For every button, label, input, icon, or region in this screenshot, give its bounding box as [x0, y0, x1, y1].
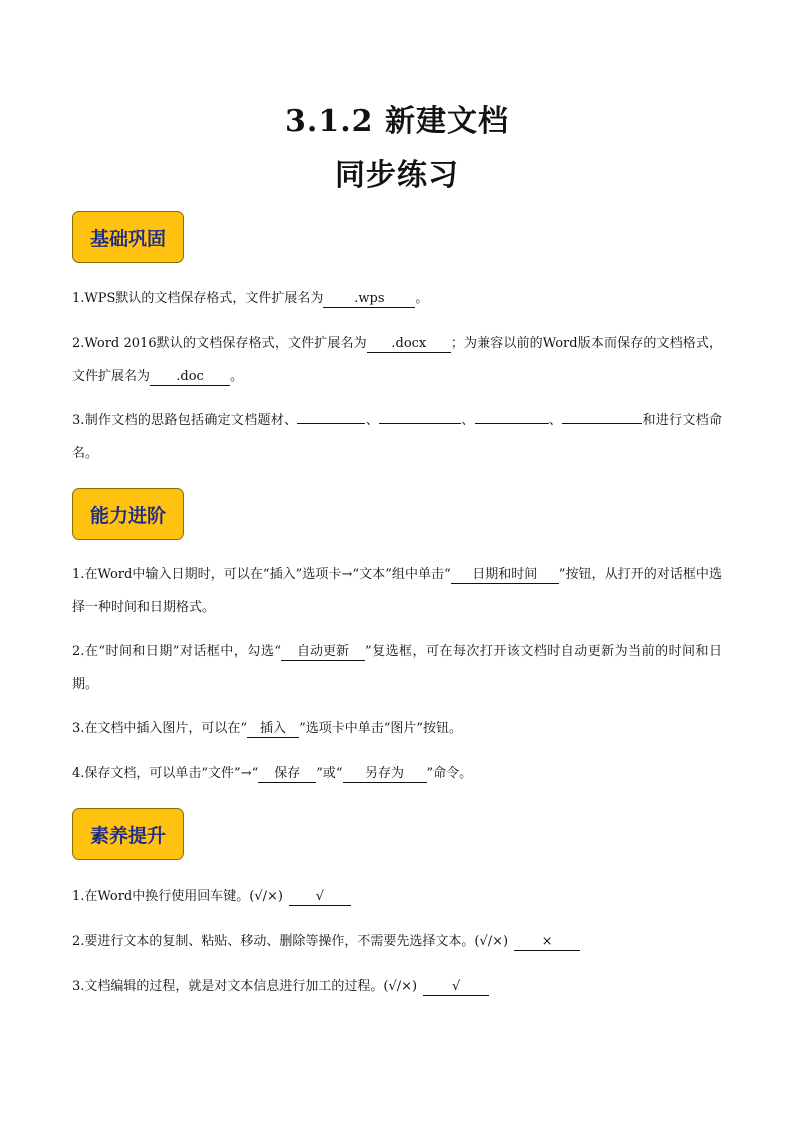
answer-blank: .wps	[323, 291, 415, 308]
answer-blank: .docx	[367, 336, 451, 353]
answer-blank: 自动更新	[281, 644, 365, 661]
question-text: 2.要进行文本的复制、粘贴、移动、删除等操作，不需要先选择文本。(√/×)	[72, 934, 509, 949]
question-literacy-3	[72, 970, 722, 1003]
question-text: ”或“	[316, 766, 343, 781]
answer-blank: 插入	[247, 721, 299, 738]
answer-blank: .doc	[150, 369, 230, 386]
answer-blank: 日期和时间	[451, 567, 559, 584]
question-basic-3	[72, 404, 722, 470]
answer-blank: √	[423, 979, 489, 996]
question-text: 1.在Word中输入日期时，可以在“插入”选项卡→“文本”组中单击“	[72, 567, 451, 582]
answer-blank: √	[289, 889, 351, 906]
question-literacy-1	[72, 880, 722, 913]
question-text: ”复选框，可在每次打开该文档时自动更新为当前的时间和日期。	[72, 644, 722, 692]
answer-blank: 保存	[258, 766, 316, 783]
question-text: 、	[548, 413, 563, 428]
question-text: 3.制作文档的思路包括确定文档题材、	[72, 413, 298, 428]
question-text: ”选项卡中单击“图片”按钮。	[299, 721, 463, 736]
question-text: ”命令。	[426, 766, 473, 781]
question-text: 。	[230, 369, 244, 384]
section-badge-literacy: 素养提升	[72, 808, 184, 860]
answer-blank	[562, 423, 642, 424]
question-text: 、	[461, 413, 475, 428]
answer-blank	[475, 423, 549, 424]
document-title: 3.1.2 新建文档	[285, 104, 509, 139]
question-text: 1.在Word中换行使用回车键。(√/×)	[72, 889, 283, 904]
question-text: 2.在“时间和日期”对话框中，勾选“	[72, 644, 281, 659]
question-text: 1.WPS默认的文档保存格式，文件扩展名为	[72, 291, 324, 306]
section-badge-advanced: 能力进阶	[72, 488, 184, 540]
question-text: 4.保存文档，可以单击“文件”→“	[72, 766, 259, 781]
answer-blank: 另存为	[343, 766, 427, 783]
answer-blank	[379, 423, 461, 424]
question-advanced-4	[72, 757, 722, 790]
question-basic-1	[72, 282, 722, 315]
question-text: 。	[415, 291, 429, 306]
answer-blank	[297, 423, 365, 424]
document-subtitle: 同步练习	[335, 158, 459, 193]
question-advanced-1	[72, 558, 722, 624]
section-badge-basic: 基础巩固	[72, 211, 184, 263]
question-advanced-3	[72, 712, 722, 745]
question-text: ；为兼容以前的Word版本而保存的文档格式，文件扩展名为	[72, 336, 722, 384]
question-text: ”按钮，从打开的对话框中选择一种时间和日期格式。	[72, 567, 722, 615]
question-basic-2	[72, 327, 722, 393]
question-text: 2.Word 2016默认的文档保存格式，文件扩展名为	[72, 336, 367, 351]
question-text: 、	[365, 413, 379, 428]
answer-blank: ×	[514, 934, 580, 951]
question-advanced-2	[72, 635, 722, 701]
question-literacy-2	[72, 925, 722, 958]
question-text: 3.文档编辑的过程，就是对文本信息进行加工的过程。(√/×)	[72, 979, 418, 994]
question-text: 和进行文档命名。	[72, 413, 722, 461]
question-text: 3.在文档中插入图片，可以在“	[72, 721, 248, 736]
